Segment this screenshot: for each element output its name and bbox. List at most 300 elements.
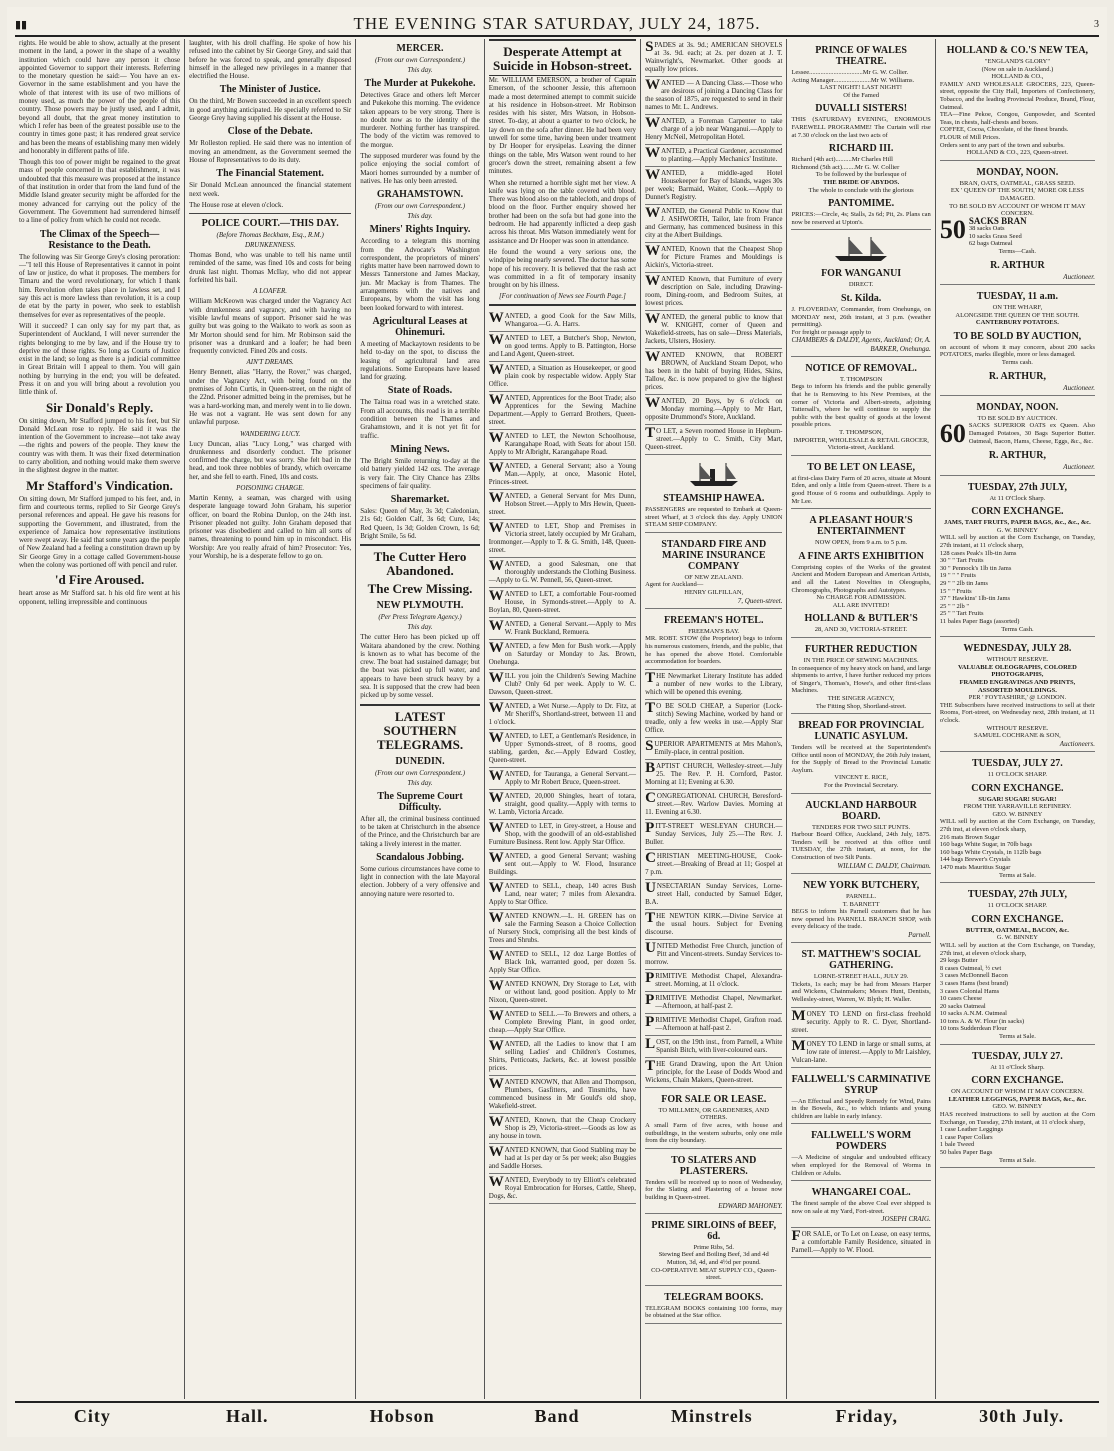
classified-ad (489, 1114, 636, 1144)
ad-body: ANTED, 20 Boys, by 6 o'clock on Monday morning.—Apply to Mr Hart, opposite Drummond's Store, Auckland. (645, 397, 783, 421)
ad-body: ANTED to SELL.—To Brewers and others, a Complete Brewing Plant, in good order, cheap.—Apply Star Office. (488, 1010, 637, 1035)
ad-body: ANTED, Known that the Cheapest Shop for Picture Frames and Mouldings is Aickin's, Victoria-street. (645, 245, 783, 269)
ad-text (645, 699, 783, 734)
ad-heading: HOLLAND & BUTLER'S (804, 613, 918, 625)
ad-text: Prime Ribs, 5d. (693, 1243, 734, 1251)
ad-text (645, 41, 782, 73)
article-text: The cutter Hero has been picked up off Waitara abandoned by the crew. Nothing is known as to what has become of the crew. The boat had sustained damage; but the boat was picked up full water, and appears to have been struck heavy by a sea. It is supposed that the crew had been picked up by some vessel. (360, 633, 480, 700)
continuation-note: [For continuation of News see Fourth Page.] (498, 292, 626, 301)
ad-text (645, 427, 782, 451)
classified-ad (645, 349, 782, 395)
ad-body: HE Grand Drawing, upon the Art Union principle, for the Lease of Dodds Wood and Wickens, Chain Makers, Queen-street. (645, 1059, 783, 1084)
advertisement (940, 476, 1095, 638)
ad-text (645, 669, 783, 696)
ad-heading: FOR SALE OR LEASE. (661, 1093, 767, 1105)
advertisement (940, 396, 1095, 476)
ad-body: O BE SOLD CHEAP, a Superior (Lock-stitch) Sewing Machine, worked by hand or treadle, only a few weeks in use.—Apply Star Office. (645, 701, 783, 734)
ad-text: TO MILLMEN, OR GARDENERS, AND OTHERS. (658, 1106, 769, 1122)
ad-text: HAS received instructions to sell by auction at the Corn Exchange, on Tuesday, 27th instant, at 11 o'clock sharp, (939, 1111, 1095, 1126)
ad-text: MONEY TO LEND in large or small sums, at low rate of interest.—Apply to Mr Laishley, Vulcan-lane. (791, 1037, 931, 1064)
lot-list (940, 550, 1095, 626)
ad-body: ANTED KNOWN, that Good Stabling may be had at 1s per day or 5s per week; also Buggies and Saddle Horses. (488, 1146, 637, 1171)
ad-body: HE NEWTON KIRK.—Divine Service at the usual hours. Subject for Evening discourse. (645, 911, 783, 936)
ad-text: HOLLAND & CO., (991, 73, 1044, 81)
ad-heading: TO BE SOLD BY AUCTION, (953, 330, 1082, 342)
ad-body: ANTED, Known, that the Cheap Crockery Shop is 29, Victoria-street.—Goods as low as any house in town. (488, 1116, 637, 1141)
lot-line: 29 kegs Butter (939, 957, 978, 965)
ad-text: No CHARGE FOR ADMISSION. (816, 594, 906, 602)
section-heading: Agricultural Leases at Ohinemuri. (372, 315, 468, 338)
ad-body: ANTED, a good Salesman, one that thoroughly understands the Clothing Business.—Apply to G. W. Pennell, 56, Queen-street. (488, 560, 637, 585)
footer-word: Band (534, 1405, 580, 1426)
section-heading: The Minister of Justice. (219, 84, 321, 96)
classified-ad (645, 1058, 782, 1088)
section-heading: The Financial Statement. (216, 168, 324, 180)
ad-body: ANTED to LET, the Newton Schoolhouse, Karangahape Road, with Seats for about 150. Apply to Mr Albright, Karangahape Road. (488, 432, 637, 457)
lot-line: 144 bags Brewer's Crystals (939, 856, 1011, 864)
newspaper-title: THE EVENING STAR SATURDAY, JULY 24, 1875. (353, 14, 761, 33)
column-6 (787, 39, 935, 1399)
classified-ad (645, 820, 782, 850)
ad-text: on account of whom it may concern, about 200 sacks POTATOES, marks illegible, more or less damaged. (939, 343, 1095, 359)
ad-heading: STANDARD FIRE AND MARINE INSURANCE COMPANY (661, 538, 767, 572)
ad-body: ANTED to LET, in Grey-street, a House and Shop, with the goodwill of an old-established Furniture Business. Rent low. Apply Star Office. (488, 822, 637, 847)
ad-text: Auctioneers. (1059, 739, 1095, 748)
classified-ad (489, 392, 636, 430)
ad-text: LORNE-STREET HALL, JULY 29. (813, 973, 909, 981)
ad-text: CO-OPERATIVE MEAT SUPPLY CO., Queen-street. (651, 1266, 777, 1282)
column-7 (936, 39, 1099, 1399)
ad-text: Terms at Sale. (998, 1033, 1036, 1041)
classified-ad (645, 1014, 782, 1036)
ad-text: G. W. BINNEY (996, 934, 1038, 942)
ad-text (645, 879, 783, 906)
ad-text: Tenders will be received at the Superintendent's Office until noon of MONDAY, the 26th July instant, for the Supply of Bread to the Provincial Lunatic Asylum. (791, 744, 931, 774)
drop-cap: W (488, 1174, 504, 1191)
drop-cap: U (645, 879, 656, 896)
ad-body: ANTED KNOWN.—L. H. GREEN has on sale the Farming Season a Choice Collection of Nursery Stock, comprising all the best kinds of Trees and Shrubs. (488, 912, 637, 945)
drop-cap: W (488, 1114, 504, 1131)
ad-heading: FREEMAN'S HOTEL. (664, 614, 764, 626)
ad-text: Lessee.................................Mr G. W. Collier. (791, 69, 909, 76)
ad-heading: R. ARTHUR, (988, 450, 1046, 462)
column-4 (485, 39, 641, 1399)
ad-text (489, 732, 636, 764)
drop-cap: W (488, 430, 504, 447)
drop-cap: W (488, 730, 504, 747)
drop-cap: W (488, 1144, 504, 1161)
section-heading: Mining News. (390, 443, 450, 455)
section-heading: NEW PLYMOUTH. (376, 600, 464, 612)
ad-text: CHAMBERS & DALDY, Agents, Auckland; Or, A. BARKER, Onehunga. (791, 336, 931, 353)
ad-text: CANTERBURY POTATOES. (975, 319, 1059, 327)
drop-cap: W (645, 349, 661, 365)
ad-text (489, 560, 636, 584)
article-text: On the third, Mr Bowen succeeded in an excellent speech in good anything anticipated. He specially referred to Sir George Grey having supplied his dissent at the House. (189, 97, 352, 123)
ad-body: ANTED, to LET, a Gentleman's Residence, in Upper Symonds-street, of 8 rooms, good stabling, garden, &c.—Apply Edward Costley, Queen-street. (488, 732, 637, 765)
advertisement (791, 456, 930, 509)
article-text: Henry Bennett, alias "Harry, the Rover," was charged, under the Vagrancy Act, with being found on the premises of John Curtis, in Queen-street, on the night of the 22nd. Prisoner admitted being in the premises, but he was a hard-working man, and merely went in to lie down. He was not a vagrant. He was sent down for any unlawful purpose. (189, 368, 352, 427)
advertisement (791, 357, 930, 456)
classified-ad (489, 362, 636, 392)
section-subheading: (From our own Correspondent.) (374, 202, 466, 211)
classified-ad (645, 273, 782, 311)
ad-body: APTIST CHURCH, Wellesley-street.—July 25. The Rev. P. H. Cornford, Pastor. Morning at 11; Evening at 6.30. (645, 761, 783, 786)
ad-text: OF NEW ZEALAND. (684, 573, 744, 581)
section-subheading: POISONING CHARGE. (236, 483, 305, 492)
ad-text: 11 O'CLOCK SHARP. (987, 771, 1048, 779)
footer-word: City (73, 1405, 111, 1426)
footer-word: Hall. (226, 1405, 269, 1426)
section-heading: Desperate Attempt at Suicide in Hobson-street. (493, 44, 632, 73)
ad-text: ON ACCOUNT OF WHOM IT MAY CONCERN. (951, 1088, 1084, 1096)
ad-text: T. THOMPSON (839, 375, 883, 383)
ad-text (489, 770, 636, 786)
ad-text: LAST NIGHT! LAST NIGHT! (820, 84, 903, 92)
ad-text: 11 O'CLOCK SHARP. (987, 902, 1048, 910)
classified-ad (489, 1008, 636, 1038)
classified-ad (489, 850, 636, 880)
classified-ad (645, 970, 782, 992)
ad-text: Auctioneer. (1063, 383, 1095, 392)
ad-body: ANTED to SELL, cheap, 140 acres Bush Land, near water; 7 miles from Alexandra. Apply to Star Office. (488, 882, 637, 907)
ad-text: Richard (4th act)..........Mr Charles Hill Richmond (5th act)........Mr G. W. Collier (791, 156, 900, 171)
ad-heading: A PLEASANT HOUR'S ENTERTAINMENT (809, 515, 913, 538)
ad-text: Terms cash. (1001, 358, 1033, 366)
ad-text: BEGS to inform his Parnell customers that he has now opened his PARNELL BRANCH SHOP, with every delicacy of the trade. (791, 908, 931, 931)
footer-word: Minstrels (671, 1405, 753, 1426)
lot-line: 10 cases Cheese (939, 995, 983, 1003)
ad-text: Of the Famed (843, 91, 879, 99)
ad-text: —An Effectual and Speedy Remedy for Wind, Pains in the Bowels, &c., to which infants and young children are liable in early infancy. (791, 1097, 931, 1120)
ad-text: Orders sent to any part of the town and suburbs. (939, 141, 1065, 149)
lot-line: 10 tons Sudderdean Flour (939, 1025, 1007, 1033)
ad-text (645, 1057, 783, 1084)
classified-ad (645, 39, 782, 77)
ad-text: VALUABLE OLEOGRAPHS, COLORED PHOTOGRAPHS, (957, 663, 1077, 679)
ad-text: TELEGRAM BOOKS containing 100 forms, may be obtained at the Star office. (645, 1304, 783, 1320)
article-text: The House rose at eleven o'clock. (189, 200, 284, 209)
ad-body: ANTED, a General Servant.—Apply to Mrs W. Frank Buckland, Remuera. (504, 620, 637, 637)
ad-text: SACKS BRAN (968, 215, 1027, 226)
section-heading: Sir Donald's Reply. (46, 399, 154, 415)
ad-heading: TUESDAY, JULY 27. (972, 1050, 1063, 1062)
drop-cap: W (488, 392, 504, 409)
article-text: On sitting down, Mr Stafford jumped to his feet, and, in firm and courteous terms, replied to Sir George Grey's personal references and appeal. He gave his reasons for supporting the Government, and illustrated, from the experience of Jamaica how representative institutions were swept away. He said that some years ago the people of New Zealand had a feeling a constitution drawn up by Sir George Grey in a cottage called Government-house when the colony was portioned off with pencil and ruler. (19, 494, 181, 570)
classified-ad (645, 205, 782, 243)
ad-text: FOR SALE, or To Let on Lease, on easy terms, a comfortable Family Residence, situated in Parnell.—Apply to W. Flood. (791, 1227, 931, 1254)
drop-cap: W (488, 362, 504, 379)
drop-cap: W (488, 978, 504, 995)
drop-cap: W (488, 558, 504, 575)
ad-heading: FURTHER REDUCTION (805, 643, 918, 655)
classified-ad (645, 145, 782, 167)
section-heading: The Supreme Court Difficulty. (377, 790, 463, 813)
classified-ad (489, 1144, 636, 1174)
ad-text: 38 sacks Oats 10 sacks Grass Seed 62 bags Oatmeal (968, 225, 1022, 248)
section-subheading: (From our own Correspondent.) (374, 768, 466, 777)
lot-line: 3 cases McDonnell Bacon (939, 972, 1008, 980)
drop-cap: P (645, 969, 655, 986)
ad-heading: CORN EXCHANGE. (971, 506, 1064, 518)
ad-text (645, 117, 782, 141)
drop-cap: U (645, 939, 656, 956)
ad-text (489, 1040, 636, 1072)
ad-body: O LET, a Seven roomed House in Hepburn-street.—Apply to C. Smith, City Mart, Queen-street. (645, 427, 783, 451)
ad-text: 7, Queen-street. (737, 596, 783, 605)
ad-body: ITT-STREET WESLEYAN CHURCH.—Sunday Services, July 25.—The Rev. J. Buller. (645, 821, 783, 846)
ad-text: MONEY TO LEND on first-class freehold security. Apply to R. C. Dyer, Shortland-street. (791, 1007, 931, 1034)
article-text: Martin Kenny, a seaman, was charged with using desperate language toward John Graham, his superior officer, on board the Robina Dunlop, on the 24th inst. Prisoner pleaded not guilty. John Graham deposed that prisoner was disobedient and called to him all sorts of names, threatening to pound him up in misconduct. His Worship: Are you really afraid of him? Prosecutor: Yes, your Worship, he is a desperate fellow to go on. (189, 493, 352, 561)
classified-ad (645, 167, 782, 205)
ad-body: ANTED, Apprentices for the Boot Trade; also Apprentices for the Sewing Machine Department.—Apply to Gerrard Brothers, Queen-street. (488, 394, 637, 427)
ad-text: TO BE SOLD BY AUCTION. (977, 414, 1058, 422)
drop-cap: W (488, 490, 504, 507)
ad-text: THIS (SATURDAY) EVENING, ENORMOUS FAREWELL PROGRAMME! The Curtain will rise at 7.30 o'clock on the last two acts of (791, 116, 931, 139)
ad-heading: MONDAY, NOON. (976, 166, 1059, 178)
ad-text: FLOUR of Mill Prices. (939, 133, 1001, 141)
ad-text (645, 351, 782, 391)
ad-text (489, 364, 636, 388)
columns (15, 39, 1099, 1399)
ad-text: GEO. W. BINNEY (992, 1103, 1043, 1111)
ad-body: ANTED, a good General Servant; washing sent out.—Apply to W. Flood, Insurance Buildings. (488, 852, 637, 877)
ad-text (489, 642, 636, 666)
ad-heading: DUVALLI SISTERS! (815, 103, 908, 115)
ad-text: Terms at Sale. (998, 1156, 1036, 1164)
lot-line: 11 bales Paper Bags (assorted) (939, 618, 1020, 626)
lot-line: 29 " " 2lb tin Jams (939, 580, 988, 588)
ad-text: TENDERS FOR TWO SILT PUNTS. (811, 823, 911, 831)
advertisement (940, 1045, 1095, 1169)
ad-text: PER ' FOYTASHIRE,' @ LONDON. (968, 694, 1067, 702)
ad-text: WITHOUT RESERVE. (986, 724, 1049, 732)
lot-line: 25 " " 2lb " (939, 602, 970, 610)
ad-body: ANTED, a Foreman Carpenter to take charge of a job near Wanganui.—Apply to Henry McNeil, Metropolitan Hotel. (645, 117, 783, 141)
drop-cap: S (645, 737, 654, 754)
steamship-icon (831, 234, 891, 264)
ad-body: OST, on the 19th inst., from Parnell, a White Spanish Bitch, with liver-coloured ears. (656, 1037, 783, 1054)
drop-cap: W (645, 115, 661, 131)
ad-text (489, 590, 636, 614)
drop-cap: P (645, 991, 655, 1008)
classified-ad (645, 243, 782, 273)
classified-ad (489, 460, 636, 490)
lot-list (940, 957, 1095, 1033)
lot-line: 1 case Paper Collars (939, 1133, 993, 1141)
classified-ad (645, 311, 782, 349)
classified-ad (645, 760, 782, 790)
ad-text: For the Provincial Secretary. (823, 782, 899, 790)
ad-text (645, 147, 782, 163)
article-text: rights. He would be able to show, actually at the present moment in the land, a power in the shape of a wealthy institution which could have any person it chose appointed Governor to support their interests. Referring to the monetary question he said:— You have an ex-Governor in the same establishment and you have the whole of that interest with its use of two millions of money used, as much the power of the people of this country. Those powers may be justly used, and I admit, beyond all doubt, that the great money institution to which I refer has been of the greatest possible use to the country in times gone past; it has rendered great service and has been the means of establishing many men widely and honorably in different paths of life. (19, 39, 181, 155)
advertisement (645, 609, 782, 670)
article-text: After all, the criminal business continued to be taken at Christchurch in the absence of the Prince, and the Christchurch bar are taking a lively interest in the matter. (360, 814, 480, 848)
lot-line: 10 sacks A.N.M. Oatmeal (939, 1010, 1007, 1018)
article-text: The Bright Smile returning to-day at the old battery yielded 142 ozs. The average is very fair. The City Chance has 23lbs specimens of fair quality. (360, 456, 480, 490)
lot-line: 25 " " Tart Fruits (939, 610, 984, 618)
advertisement (791, 1038, 930, 1068)
ad-body: ANTED — A Dancing Class.—Those who are desirous of joining a Dancing Class for the season of 1875, are requested to send in their names to Mr. L. Andrews. (645, 79, 783, 111)
classified-ad (489, 910, 636, 948)
ad-text: SACKS SUPERIOR OATS ex Queen. Also Damaged Potatoes, 30 Bags Superior Butter. Oatmeal, Bacon, Hams, Cheese, Eggs, &c., &c. (968, 422, 1095, 445)
ad-text: EX ' QUEEN OF THE SOUTH,' MORE OR LESS DAMAGED. (950, 187, 1084, 202)
ad-lot (939, 419, 1095, 449)
section-heading: Close of the Debate. (227, 126, 313, 138)
advertisement (791, 794, 930, 874)
lot-line: 8 cases Oatmeal, ½ cwt (939, 964, 1002, 972)
page-marker: ▮▮ (15, 18, 28, 31)
advertisement (791, 1068, 930, 1125)
footer-word: 30th July. (979, 1405, 1065, 1426)
lot-line: 128 cases Peak's 1lb-tin Jams (939, 549, 1017, 557)
ad-text (489, 462, 636, 486)
classified-ad (645, 700, 782, 738)
ad-text: ALONGSIDE THE QUEEN OF THE SOUTH. (955, 311, 1080, 319)
section-subheading: (From our own Correspondent.) (374, 56, 466, 64)
ad-text: ALL ARE INVITED! (832, 601, 890, 609)
ad-heading: HOLLAND & CO.'S NEW TEA, (946, 45, 1089, 56)
advertisement (791, 714, 930, 794)
ad-text (645, 969, 783, 988)
ad-text: Tenders will be received up to noon of Wednesday, for the Slating and Plastering of a house now building in Queen-street. (645, 1178, 783, 1201)
ad-text: —A Medicine of singular and undoubted efficacy when employed for the Removal of Worms in Children or Adults. (791, 1154, 931, 1177)
ad-heading: TELEGRAM BOOKS. (664, 1291, 764, 1303)
ad-text: Auctioneer. (1063, 463, 1095, 472)
ad-text: DIRECT. (848, 281, 874, 289)
ad-text: To be followed by the burlesque of (815, 171, 907, 179)
classified-ad (489, 520, 636, 558)
ad-text: Terms Cash. (1001, 625, 1034, 633)
classified-ad (489, 790, 636, 820)
ad-text: HENRY GILFILLAN, (684, 588, 744, 596)
classified-ad (489, 430, 636, 460)
ad-text: Tickets, 1s each; may be had from Messrs Harper and Wickens, Chainmakers; Messrs Hunt, Dentists, Wellesley-street, Warren, W. Blyth; H. Waller. (791, 980, 931, 1003)
ad-text (645, 207, 782, 239)
ad-text (645, 275, 782, 307)
ad-text: The whole to conclude with the glorious (808, 186, 914, 194)
ad-heading: STEAMSHIP HAWEA. (663, 493, 765, 504)
ad-text (645, 991, 783, 1010)
ad-text: Auctioneer. (1063, 272, 1095, 281)
article-text: Lucy Duncan, alias "Lucy Long," was charged with drunkenness and disorderly conduct. The prisoner confirmed the charge, but was sorry. She felt bad in the head, and took three nobbles of brandy, which overcame her, and she fell to earth. Fined, 10s and costs. (189, 439, 352, 481)
ad-text (645, 909, 783, 936)
lot-line: 15 " " Fruits (939, 587, 972, 595)
ad-text: T. BARNETT (842, 900, 880, 908)
ad-heading: A FINE ARTS EXHIBITION (798, 550, 924, 562)
ad-heading: TUESDAY, JULY 27. (972, 758, 1063, 770)
advertisement (940, 637, 1095, 752)
ad-body: NSECTARIAN Sunday Services, Lorne-street Hall, conducted by Samuel Edger, B.A. (645, 881, 783, 906)
ad-text: Terms—Cash. (998, 248, 1037, 256)
lot-line: 3 cases Colonial Hams (939, 987, 1000, 995)
lot-line: 10 tons A. & W. Flour (in sacks) (939, 1017, 1025, 1025)
ad-heading: ST. MATTHEW'S SOCIAL GATHERING. (801, 949, 921, 972)
ad-heading: RICHARD III. (828, 143, 894, 155)
article-text: Will it succeed? I can only say for my part that, as Superintendent of Auckland, I will never surrender the rights belonging to me by law, and if the House try to deprive me of those rights. So long as Courts of Justice exist in the land; so long as there is a judicial committee in Great Britain will I appeal to them. You will gain nothing by hurrying in the end; you will be defeated. Press it on and you will bring about a revolution you little think of. (19, 321, 181, 397)
dateline: This day. (407, 212, 433, 221)
ad-text: Parnell. (908, 930, 931, 939)
drop-cap: T (645, 909, 656, 926)
classified-ad (489, 1174, 636, 1204)
column-3 (356, 39, 485, 1399)
dateline: This day. (407, 778, 433, 787)
ad-heading: TUESDAY, 27th JULY, (967, 889, 1067, 901)
drop-cap: W (488, 948, 504, 965)
newspaper-page (7, 7, 1107, 1437)
ad-text: WILL sell by auction at the Corn Exchange, on Tuesday, 27th instant, at 11 o'clock sharp, (939, 534, 1095, 550)
ad-body: NITED Methodist Free Church, junction of Pitt and Vincent-streets. Sunday Services to-morrow. (645, 941, 783, 966)
ad-text: The Fitting Shop, Shortland-street. (815, 702, 907, 710)
drop-cap: W (488, 1038, 504, 1055)
ad-text: WILL sell by auction at the Corn Exchange, on Tuesday, 27th inst, at eleven o'clock sharp, (939, 941, 1095, 957)
ad-text: PARNELL. (845, 892, 877, 900)
ad-body: ANTED to LET, Shop and Premises in Victoria street, lately occupied by Mr Graham, Ironmonger.—Apply to T. & G. Smith, 148, Queen-street. (488, 522, 637, 555)
ad-text: THE Subscribers have received instructions to sell at their Rooms, Fort-street, on Wednesday next, 28th instant, at 11 o'clock. (939, 701, 1095, 724)
lot-line: 3 cases Hams (best brand) (939, 979, 1009, 987)
article-text: According to a telegram this morning from the Advocate's Washington correspondent, the proprietors of miners' rights matter have been narrowed down to Messrs Tannerstone and James Mackay, jun. Mr Mackay is from Thames. The arrangements with the natives and Europeans, by whom the visit has long been looked forward to with interest. (360, 237, 480, 312)
ad-body: ANTED KNOWN, that Allen and Thompson, Plumbers, Gasfitters, and Tinsmiths, have commenced business in Mr Gould's old shop, Wakefield-street. (488, 1078, 637, 1111)
ad-heading: FALLWELL'S CARMINATIVE SYRUP (791, 1073, 931, 1096)
ad-text: WITHOUT RESERVE. (986, 656, 1049, 664)
drop-cap: W (488, 1008, 504, 1025)
classified-ad (489, 640, 636, 670)
classified-ad (489, 820, 636, 850)
article-text: A meeting of Mackaytown residents to be held to-day on the spot, to discuss the leasing of agricultural land area regulations. Some Europeans have leased land for grazing. (360, 339, 480, 382)
drop-cap: W (645, 77, 661, 93)
section-subheading: (Per Press Telegram Agency.) (378, 613, 462, 622)
drop-cap: T (645, 669, 656, 686)
ad-text: For freight or passage apply to (791, 328, 872, 336)
classified-ad (645, 738, 782, 760)
ad-text (489, 672, 636, 696)
advertisement (940, 883, 1095, 1045)
section-heading: Sharemarket. (390, 494, 450, 506)
article-text: Though this too of power might be regained to the great mass of people concerned in that establishment, it was undoubted that this measure was proposed at the instance of that institution in order that from the land fund of the Middle Island greater security might be afforded for the money advanced for carrying out the policy of the Government. The Government had surrendered himself to a line of policy from which he could not recede. (19, 158, 181, 225)
classified-ad (489, 948, 636, 978)
ad-text (645, 737, 783, 756)
drop-cap: S (645, 39, 654, 55)
classified-ad (645, 992, 782, 1014)
advertisement (645, 533, 782, 609)
drop-cap: W (645, 273, 661, 289)
ad-text: NOW OPEN, from 9 a.m. to 5 p.m. (814, 539, 908, 547)
classified-ad (489, 1076, 636, 1114)
ad-text: IMPORTER, WHOLESALE & RETAIL GROCER, Victoria-street, Auckland. (793, 436, 929, 452)
ad-heading: NOTICE OF REMOVAL. (805, 362, 917, 374)
classified-ad (645, 940, 782, 970)
ad-text: TO BE SOLD BY ACCOUNT OF WHOM IT MAY CONCERN. (949, 202, 1086, 218)
ad-heading: AUCKLAND HARBOUR BOARD. (805, 799, 917, 822)
drop-cap: W (645, 145, 661, 161)
ad-text: WILLIAM C. DALDY, Chairman. (837, 861, 931, 870)
ad-text (489, 522, 636, 554)
section-heading: The Murder at Pukekohe. (364, 78, 476, 89)
ad-heading: TO SLATERS AND PLASTERERS. (671, 1154, 757, 1177)
ad-heading: CORN EXCHANGE. (971, 1075, 1064, 1087)
article-text: heart arose as Mr Stafford sat. h his old fire went at his opponent, telling irrepressible and continuous (19, 589, 181, 606)
article-text: William McKeown was charged under the Vagrancy Act with drunkenness and vagrancy, and with having no visible lawful means of support. Prisoner said he was guilty but was going to the Waikato to work as soon as Mr Morton should send for him. Mr Robinson said the prisoner was a drunkard and a loafer; he had been frequently convicted. Fined 20s and costs. (189, 297, 352, 356)
classified-ad (645, 880, 782, 910)
ad-text: G. W. BINNEY (996, 526, 1038, 534)
ad-body: ANTED, all the Ladies to know that I am selling Ladies' and Children's Costumes, Shirts, Petticoats, Jackets, &c. at lowest possible prices. (488, 1040, 637, 1073)
section-heading: POLICE COURT.—THIS DAY. (201, 218, 339, 230)
classified-ads (489, 310, 636, 1204)
drop-cap: T (645, 425, 656, 441)
ad-heading: CORN EXCHANGE. (971, 782, 1064, 794)
ad-text: At 11 O'Clock Sharp. (989, 494, 1046, 502)
ad-text: COFFEE, Cocoa, Chocolate, of the finest brands. (939, 126, 1069, 134)
